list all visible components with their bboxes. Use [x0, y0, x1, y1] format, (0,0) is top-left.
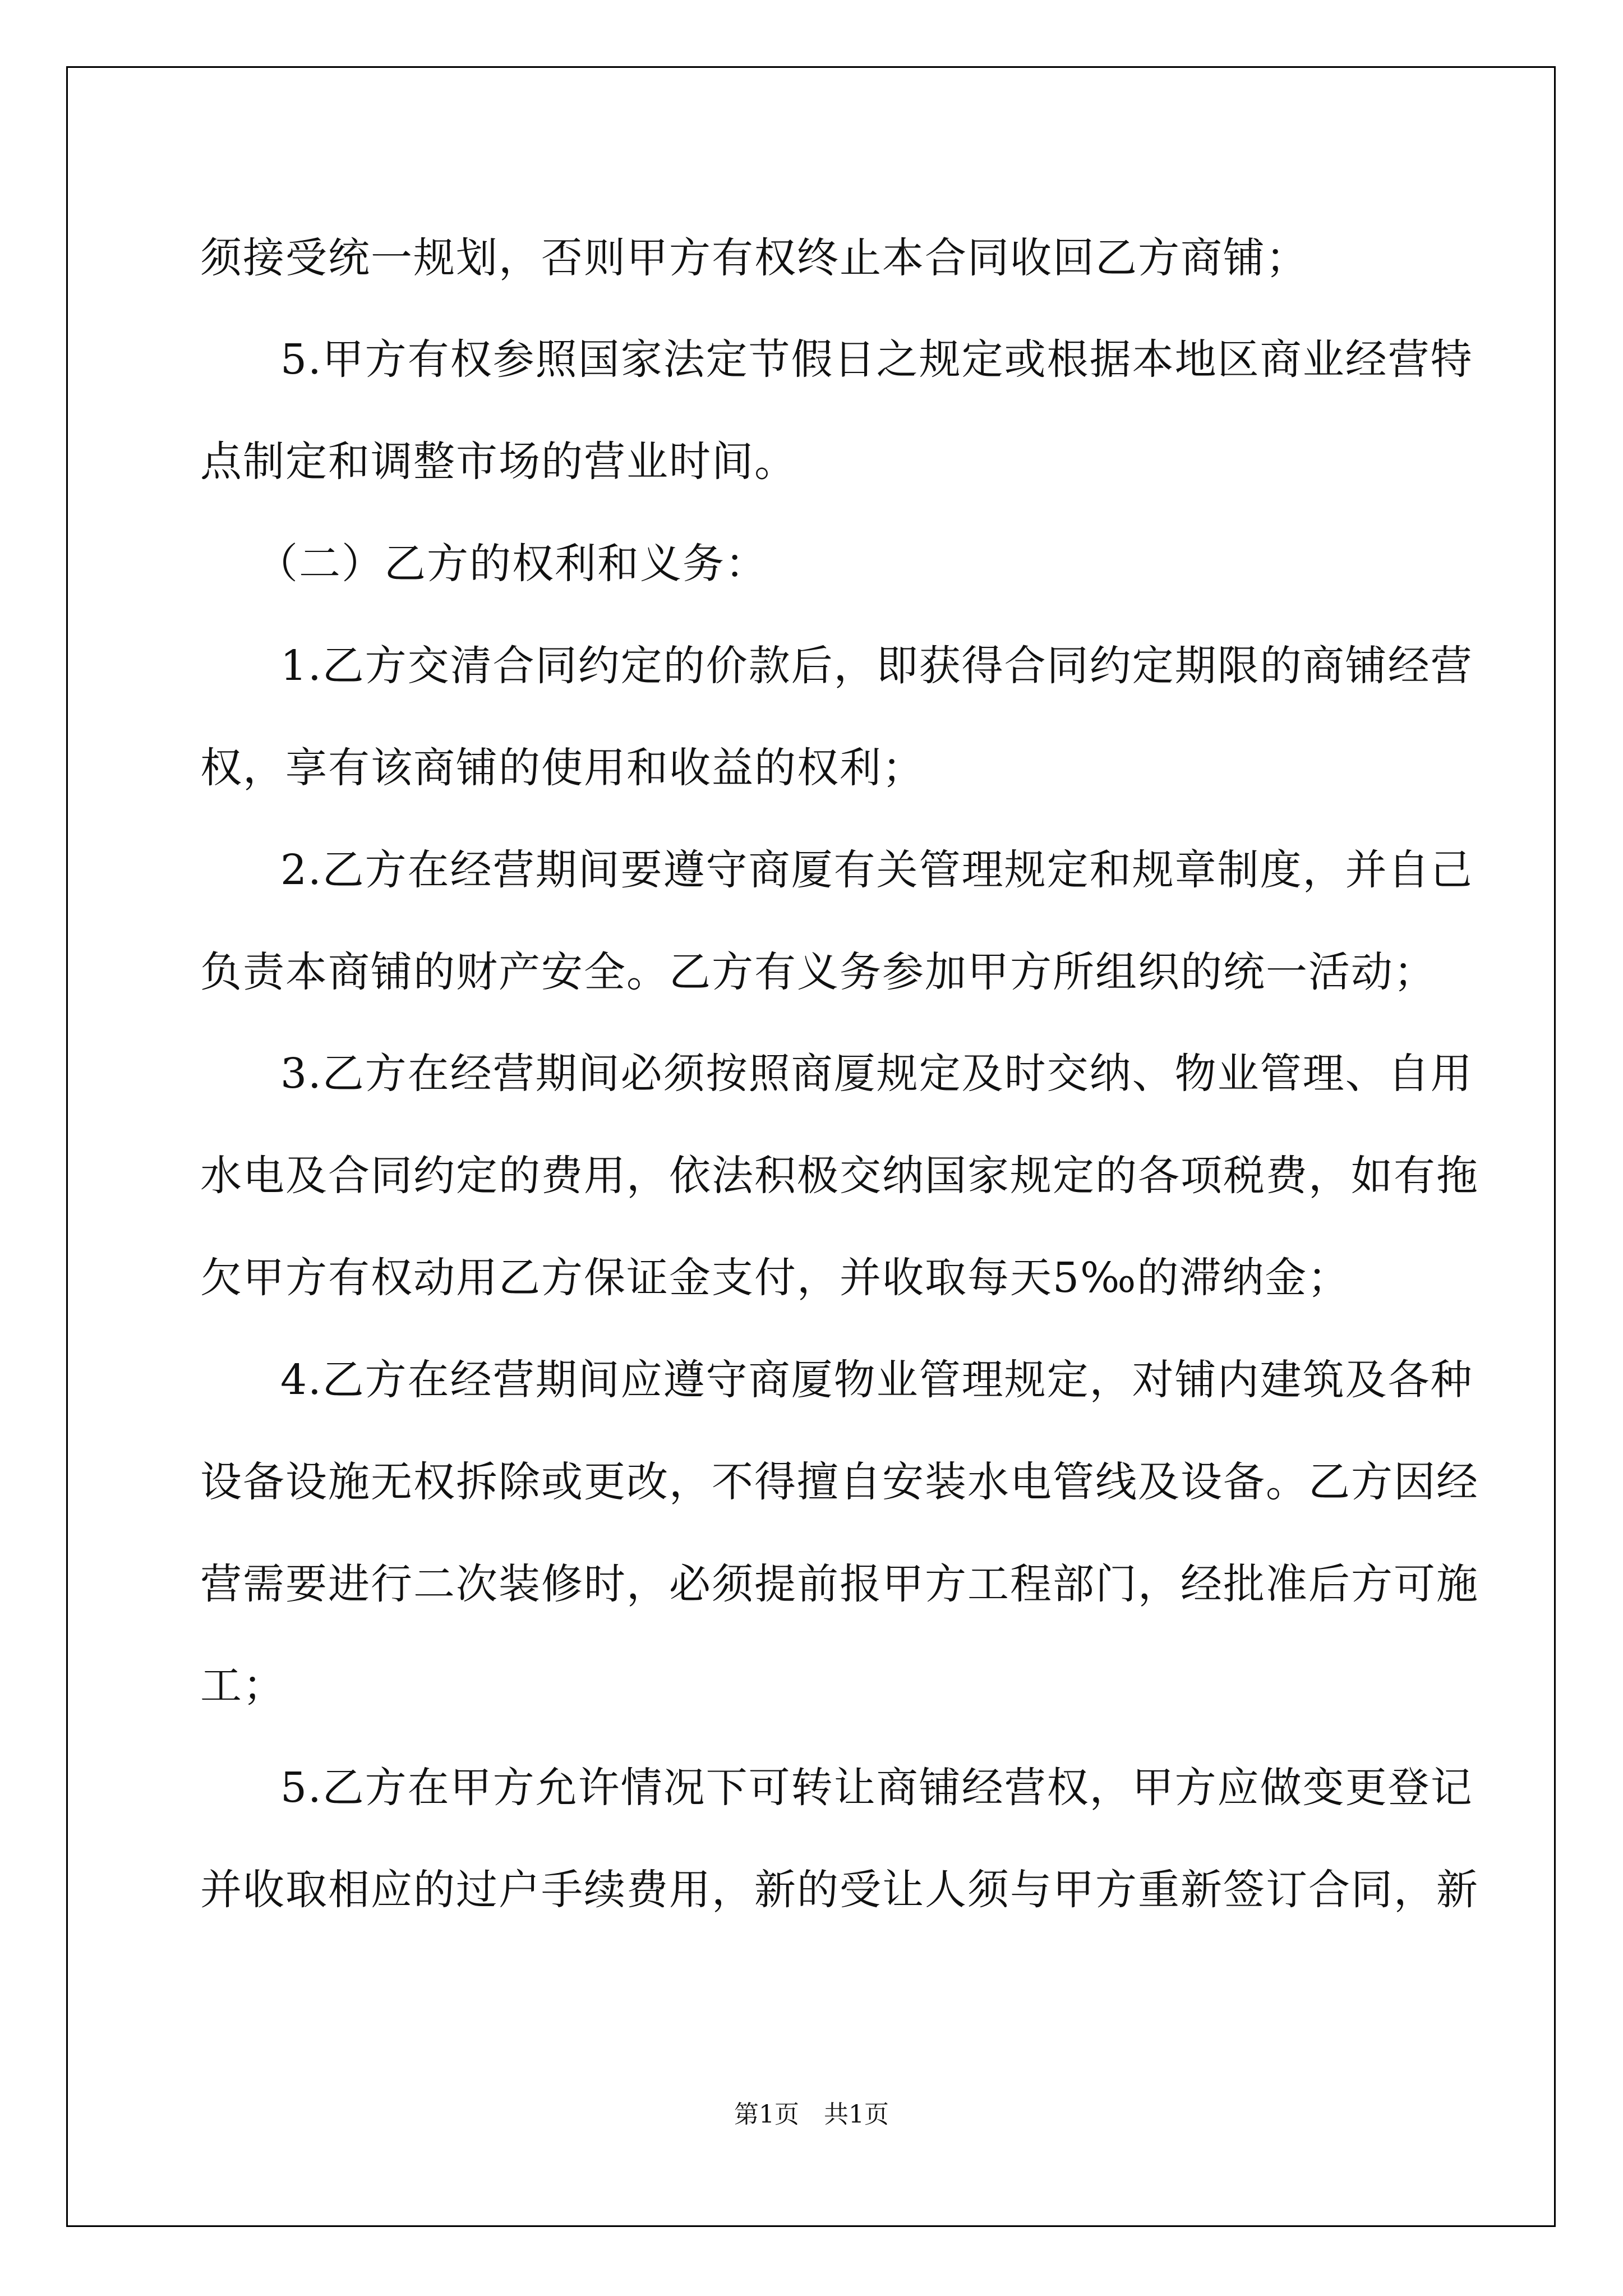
text-line: 2.乙方在经营期间要遵守商厦有关管理规定和规章制度，并自己	[280, 846, 1473, 894]
text-line: 3.乙方在经营期间必须按照商厦规定及时交纳、物业管理、自用	[280, 1050, 1473, 1098]
text-line: 营需要进行二次装修时，必须提前报甲方工程部门，经批准后方可施	[200, 1560, 1479, 1608]
text-line: 设备设施无权拆除或更改，不得擅自安装水电管线及设备。乙方因经	[200, 1458, 1479, 1506]
text-line: 权，享有该商铺的使用和收益的权利；	[200, 744, 925, 792]
text-line: 负责本商铺的财产安全。乙方有义务参加甲方所组织的统一活动；	[200, 948, 1436, 996]
text-line: 5.甲方有权参照国家法定节假日之规定或根据本地区商业经营特	[280, 335, 1473, 384]
text-line: 1.乙方交清合同约定的价款后，即获得合同约定期限的商铺经营	[280, 642, 1473, 690]
text-line: 并收取相应的过户手续费用，新的受让人须与甲方重新签订合同，新	[200, 1866, 1479, 1914]
text-line: 须接受统一规划，否则甲方有权终止本合同收回乙方商铺；	[200, 234, 1308, 282]
text-line: 工；	[200, 1662, 285, 1710]
text-line: 点制定和调整市场的营业时间。	[200, 438, 797, 486]
text-line: 5.乙方在甲方允许情况下可转让商铺经营权，甲方应做变更登记	[280, 1764, 1473, 1812]
text-line: 4.乙方在经营期间应遵守商厦物业管理规定，对铺内建筑及各种	[280, 1356, 1473, 1404]
text-line: 欠甲方有权动用乙方保证金支付，并收取每天5‰的滞纳金；	[200, 1254, 1350, 1302]
section-heading: （二）乙方的权利和义务：	[256, 540, 768, 588]
page-number: 第1页 共1页	[734, 2100, 889, 2129]
text-line: 水电及合同约定的费用，依法积极交纳国家规定的各项税费，如有拖	[200, 1152, 1479, 1200]
